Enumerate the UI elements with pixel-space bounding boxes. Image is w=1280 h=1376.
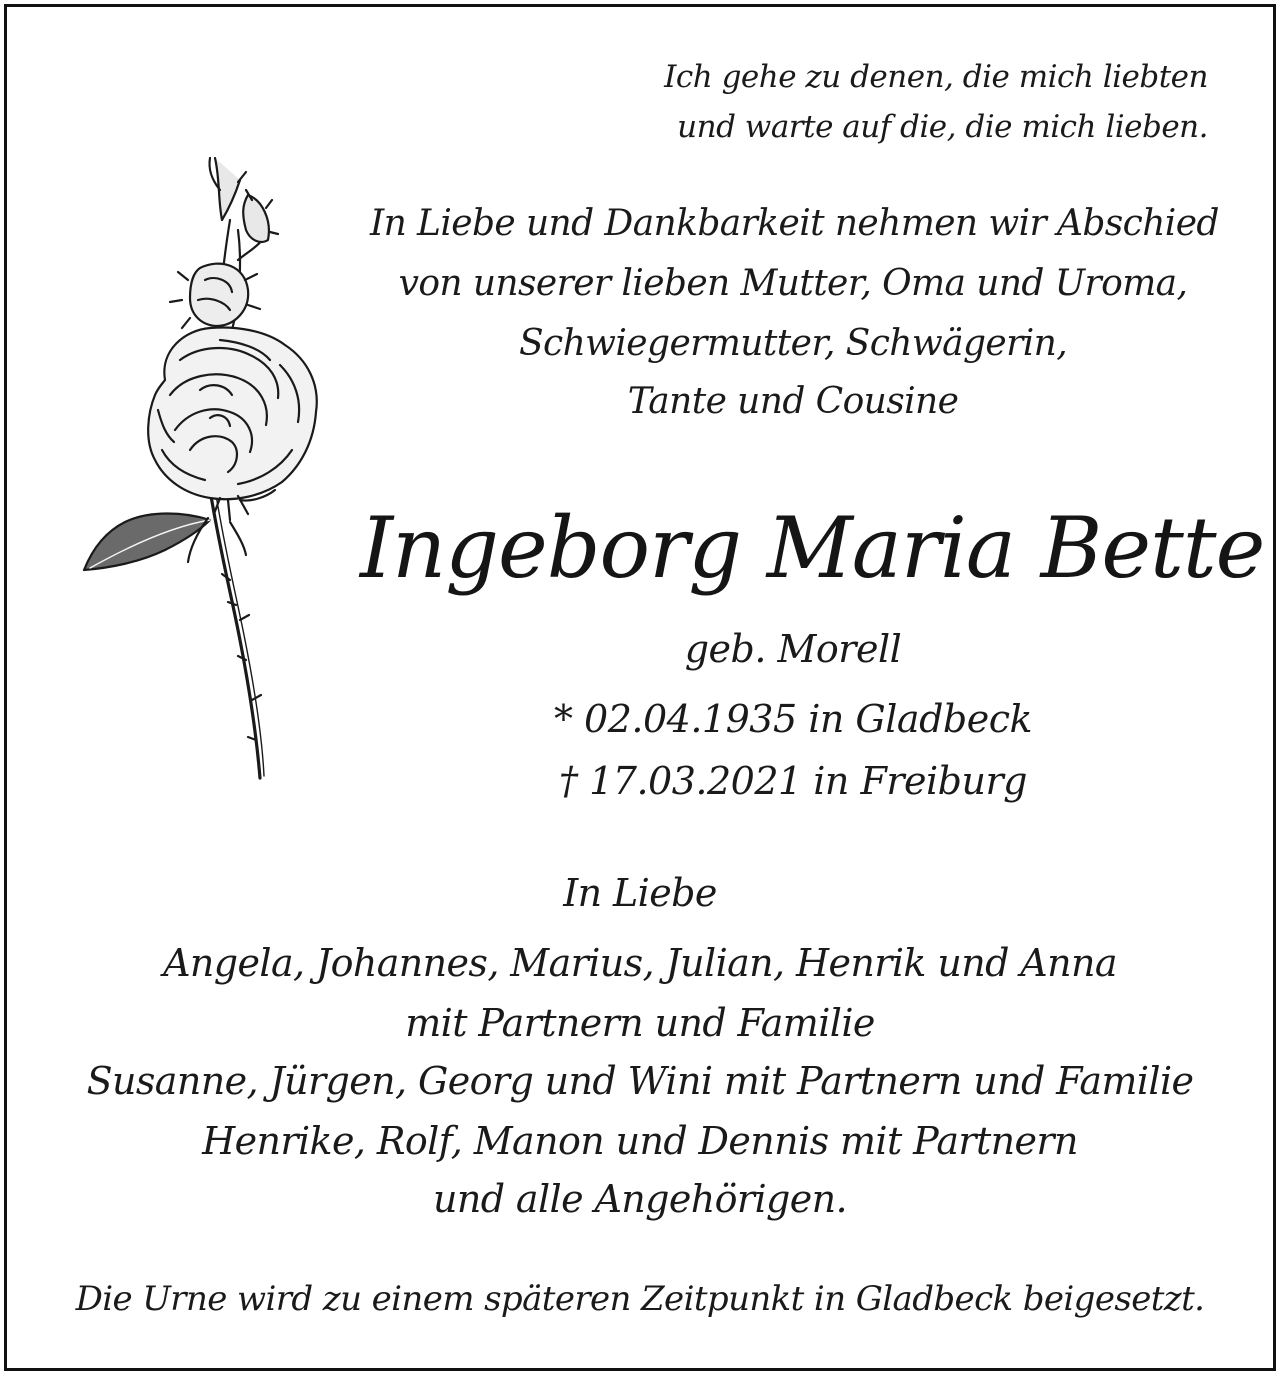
burial-note: Die Urne wird zu einem späteren Zeitpunkt in Gladbeck beigesetzt. (75, 1279, 1205, 1319)
intro-line-2: von unserer lieben Mutter, Oma und Uroma, (398, 263, 1188, 304)
motto-line-1: Ich gehe zu denen, die mich liebten (664, 59, 1208, 95)
deceased-name: Ingeborg Maria Bette (360, 499, 1265, 597)
intro-line-3: Schwiegermutter, Schwägerin, (518, 323, 1068, 364)
birth-date: * 02.04.1935 in Gladbeck (553, 697, 1033, 741)
intro-line-1: In Liebe und Dankbarkeit nehmen wir Abschied (370, 203, 1219, 244)
mourners-line-3: Susanne, Jürgen, Georg und Wini mit Partnern und Familie (86, 1059, 1194, 1103)
intro-line-4: Tante und Cousine (627, 381, 959, 422)
mourners-heading: In Liebe (563, 871, 717, 915)
mourners-line-4: Henrike, Rolf, Manon und Dennis mit Partnern (202, 1119, 1078, 1163)
mourners-line-1: Angela, Johannes, Marius, Julian, Henrik und Anna (163, 941, 1117, 985)
mourners-line-5: und alle Angehörigen. (432, 1177, 848, 1221)
motto-line-2: und warte auf die, die mich lieben. (677, 109, 1208, 145)
maiden-name: geb. Morell (684, 627, 902, 671)
rose-illustration-icon (70, 150, 370, 790)
mourners-line-2: mit Partnern und Familie (405, 1001, 875, 1045)
death-date: † 17.03.2021 in Freiburg (559, 759, 1027, 803)
